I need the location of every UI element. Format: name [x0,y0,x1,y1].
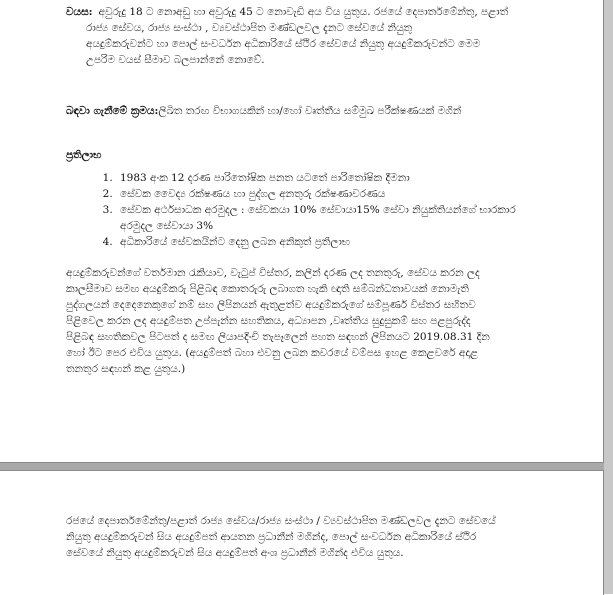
scrollbar-track[interactable] [604,0,613,594]
age-line-3: අයදුම්කරුවන්ට හා පොල් සංවර්ධන අධිකාරියේ ස්ථිර සේවයේ නියුතු අයදුම්කරුවන්ට මෙම [86,38,481,50]
age-line-2: රාජ්‍ය සේවය, රාජ්‍ය සංස්ථා , ව්‍යවස්ථාපිත මණ්ඩලවල දැනට සේවයේ නියුතු [86,22,413,34]
apply-line-1: අයදුම්කරුවන්ගේ වර්තමාන රැකියාව, වැටුප් විස්තර, කලින් දරණ ලද තනතුරු, සේවය කරන ලද [66,267,480,279]
application-instructions [66,265,551,377]
age-line-4: උපරිම වයස් සීමාව බලපාන්නේ නොවේ. [86,54,265,66]
age-requirement [66,4,551,68]
benefit-text: 1983 අංක 12 දරණ පාරිතෝෂික පනත යටතේ පාරිතෝෂික දීමනා [120,172,410,184]
apply-line-5: පිළිබඳ සහතිකවල පිටපත් ද සමඟ ලියාපදිංචි තැපෑලෙන් පහත සඳහන් ලිපිනයට 2019.08.31 දින [66,331,490,343]
method-text: ලිඛිත තරඟ විභාගයකින් හා/හෝ වෘත්තීය සම්මුඛ පරීක්ෂණයක් මගින් [158,105,462,117]
page2-line-3: සේවයේ නියුතු අයදුම්කරුවන් සිය අයදුම්පත් අංශ ප්‍රධානීන් මගින්ද එවිය යුතුය. [66,547,404,559]
benefit-item-4 [116,234,551,250]
benefit-text: සේවක අර්ථසාධක අරමුදල : සේවකයා 10% සේවායා15% සේවා නියුක්තියන්ගේ භාරකාර [120,204,516,216]
benefit-item-3 [116,202,551,234]
submission-note [66,513,561,561]
apply-line-4: පිළිවෙල කරන ලද අයදුම්පත උප්පැන්න සහතිකය, අධ්‍යාපන ,වෘත්තිය සුදුසුකම් සහ පළපුරුද්ද [66,315,471,327]
page2-line-1: රජයේ දෙපාර්තමේන්තු/පළාත් රාජ්‍ය සේවය/රාජ්‍ය සංස්ථා / ව්‍යවස්ථාපිත මණ්ඩලවල දැනට සේවයේ [66,515,496,527]
method-label: බඳවා ගැනීමේ ක්‍රමය: [66,105,159,117]
benefit-text-cont: අරමුදල සේවායා 3% [120,220,214,232]
age-line-1: අවුරුදු 18 ට නොඅඩු හා අවුරුදු 45 ට නොවැඩි අය විය යුතුය. රජයේ දෙපාර්තමේන්තු, පළාත් [98,6,509,18]
benefits-list [94,170,551,250]
benefits-heading: ප්‍රතිලාභ [66,149,102,161]
benefit-text: අධිකාරියේ සේවකයින්ට දෙනු ලබන අනිකුත් ප්‍රතිලාභ [120,236,351,248]
page2-line-2: නියුතු අයදුම්කරුවන් සිය අයදුම්පත් ආයතන ප්‍රධානීන් මගින්ද, පොල් සංවර්ධන අධිකාරියේ ස්ථිර [66,531,477,543]
apply-line-3: පුද්ගලයන් දෙදෙනෙකුගේ නම් සහ ලිපිනයන් ඇතුළත්ව අයදුම්කරුගේ සම්පූර්ණ විස්තර සහිතව [66,299,476,311]
benefit-item-1 [116,170,551,186]
age-label: වයස: [66,6,93,18]
apply-line-6: හෝ ඊට පෙර එවිය යුතුය. (අයදුම්පත් බහා එවනු ලබන කවරයේ වම්පස ඉහළ කෙළවරේ අදාළ [66,347,479,359]
benefit-text: සේවක වෛද්‍ය රක්ෂණය හා පුද්ගල අනතුරු රක්ෂණාවරණය [120,188,386,200]
recruitment-method [66,103,551,119]
page-gap [0,463,613,470]
apply-line-7: තනතුර සඳහන් කළ යුතුය.) [66,363,186,375]
benefit-item-2 [116,186,551,202]
apply-line-2: කාලසීමාව සමඟ අයදුම්කරු පිළිබඳ කොතරුරු ලබාගත හැකි ඥාති සම්බන්ධතාවයක් නොමැති [66,283,469,295]
